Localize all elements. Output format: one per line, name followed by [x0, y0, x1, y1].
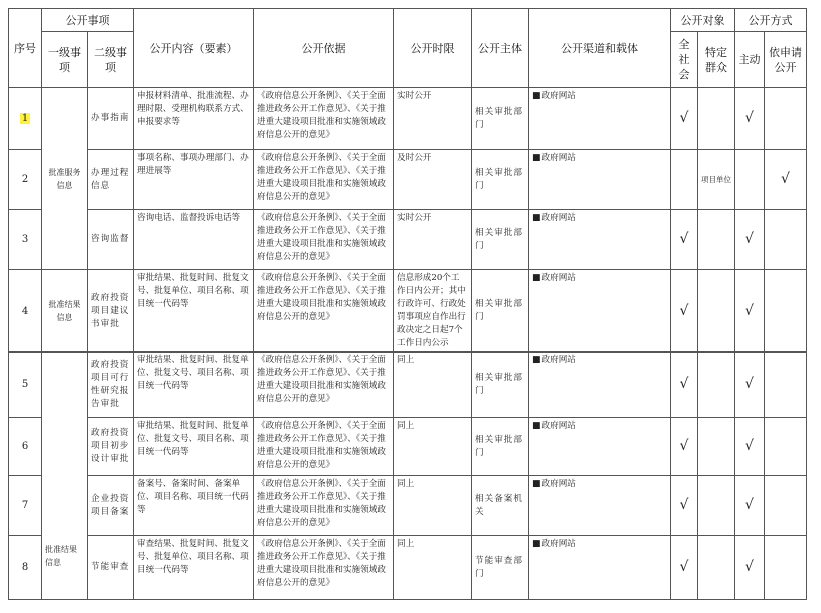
header-time-limit: 公开时限 — [394, 9, 472, 88]
level2-item: 企业投资项目备案 — [88, 476, 134, 536]
table-row — [9, 270, 807, 353]
table-row — [9, 476, 807, 536]
check-request — [765, 418, 807, 476]
time-limit-cell: 信息形成20个工作日内公开；其中行政许可、行政处罚事项应自作出行政决定之日起7个工作日内公示 — [394, 270, 472, 353]
row-number: 4 — [9, 270, 42, 353]
header-on-request: 依申请公开 — [765, 32, 807, 88]
check-specific — [698, 476, 735, 536]
check-all-society: √ — [671, 210, 698, 270]
channel-cell: ■ 政府网站 — [529, 352, 671, 418]
channel-cell: ■ 政府网站 — [529, 270, 671, 353]
header-level1: 一级事项 — [42, 32, 88, 88]
row-number: 2 — [9, 150, 42, 210]
time-limit-cell: 实时公开 — [394, 210, 472, 270]
check-active: √ — [735, 88, 765, 150]
channel-cell: ■ 政府网站 — [529, 150, 671, 210]
check-all-society: √ — [671, 352, 698, 418]
table-row — [9, 210, 807, 270]
header-content: 公开内容（要素） — [134, 9, 254, 88]
table-row — [9, 352, 807, 418]
header-specific-group: 特定群众 — [698, 32, 735, 88]
content-cell: 审批结果、批复时间、批复单位、批复文号、项目名称、项目统一代码等 — [134, 352, 254, 418]
level1-result-info: 批准结果信息 — [42, 270, 88, 353]
check-active: √ — [735, 210, 765, 270]
channel-cell: ■ 政府网站 — [529, 418, 671, 476]
table-row — [9, 150, 807, 210]
row-number: 8 — [9, 536, 42, 600]
check-request — [765, 210, 807, 270]
basis-cell: 《政府信息公开条例》、《关于全面推进政务公开工作意见》、《关于推进重大建设项目批准和实施领域政府信息公开的意见》 — [254, 88, 394, 150]
check-active: √ — [735, 476, 765, 536]
check-active: √ — [735, 270, 765, 353]
subject-cell: 相关审批部门 — [472, 270, 529, 353]
level1-service-info: 批准服务信息 — [42, 88, 88, 270]
basis-cell: 《政府信息公开条例》、《关于全面推进政务公开工作意见》、《关于推进重大建设项目批准和实施领域政府信息公开的意见》 — [254, 536, 394, 600]
channel-cell: ■ 政府网站 — [529, 536, 671, 600]
specific-group-cell: 项目单位 — [698, 150, 735, 210]
level2-item: 政府投资项目初步设计审批 — [88, 418, 134, 476]
level2-item: 节能审查 — [88, 536, 134, 600]
subject-cell: 相关审批部门 — [472, 150, 529, 210]
subject-cell: 相关审批部门 — [472, 210, 529, 270]
check-all-society — [671, 150, 698, 210]
table-row — [9, 418, 807, 476]
level1-result-info: 批准结果信息 — [42, 352, 88, 600]
check-specific — [698, 88, 735, 150]
basis-cell: 《政府信息公开条例》、《关于全面推进政务公开工作意见》、《关于推进重大建设项目批准和实施领域政府信息公开的意见》 — [254, 418, 394, 476]
check-all-society: √ — [671, 476, 698, 536]
content-cell: 咨询电话、监督投诉电话等 — [134, 210, 254, 270]
level2-item: 咨询监督 — [88, 210, 134, 270]
check-active: √ — [735, 352, 765, 418]
header-basis: 公开依据 — [254, 9, 394, 88]
basis-cell: 《政府信息公开条例》、《关于全面推进政务公开工作意见》、《关于推进重大建设项目批准和实施领域政府信息公开的意见》 — [254, 352, 394, 418]
time-limit-cell: 同上 — [394, 476, 472, 536]
time-limit-cell: 及时公开 — [394, 150, 472, 210]
header-level2: 二级事项 — [88, 32, 134, 88]
time-limit-cell: 同上 — [394, 536, 472, 600]
check-all-society: √ — [671, 270, 698, 353]
disclosure-table-bottom — [8, 351, 807, 600]
header-channel: 公开渠道和载体 — [529, 9, 671, 88]
header-all-society: 全社会 — [671, 32, 698, 88]
check-request — [765, 476, 807, 536]
subject-cell: 相关审批部门 — [472, 352, 529, 418]
check-specific — [698, 270, 735, 353]
check-request — [765, 270, 807, 353]
table-row — [9, 88, 807, 150]
subject-cell: 相关审批部门 — [472, 418, 529, 476]
header-public-items: 公开事项 — [42, 9, 134, 32]
level2-item: 办理过程信息 — [88, 150, 134, 210]
row-number: 6 — [9, 418, 42, 476]
basis-cell: 《政府信息公开条例》、《关于全面推进政务公开工作意见》、《关于推进重大建设项目批准和实施领域政府信息公开的意见》 — [254, 270, 394, 353]
channel-cell: ■ 政府网站 — [529, 476, 671, 536]
check-specific — [698, 418, 735, 476]
channel-cell: ■ 政府网站 — [529, 210, 671, 270]
content-cell: 事项名称、事项办理部门、办理进展等 — [134, 150, 254, 210]
check-all-society: √ — [671, 418, 698, 476]
channel-cell: ■ 政府网站 — [529, 88, 671, 150]
content-cell: 审批结果、批复时间、批复单位、批复文号、项目名称、项目统一代码等 — [134, 418, 254, 476]
row-number: 7 — [9, 476, 42, 536]
table-row — [9, 536, 807, 600]
content-cell: 申报材料清单、批准流程、办理时限、受理机构联系方式、申报要求等 — [134, 88, 254, 150]
subject-cell: 相关审批部门 — [472, 88, 529, 150]
content-cell: 审查结果、批复时间、批复文号、批复单位、项目名称、项目统一代码等 — [134, 536, 254, 600]
check-request — [765, 536, 807, 600]
check-specific — [698, 210, 735, 270]
subject-cell: 节能审查部门 — [472, 536, 529, 600]
content-cell: 审批结果、批复时间、批复文号、批复单位、项目名称、项目统一代码等 — [134, 270, 254, 353]
level2-item: 政府投资项目可行性研究报告审批 — [88, 352, 134, 418]
subject-cell: 相关备案机关 — [472, 476, 529, 536]
header-subject: 公开主体 — [472, 9, 529, 88]
check-request — [765, 352, 807, 418]
check-specific — [698, 352, 735, 418]
check-all-society: √ — [671, 536, 698, 600]
check-active: √ — [735, 418, 765, 476]
level2-item: 办事指南 — [88, 88, 134, 150]
row-number: 3 — [9, 210, 42, 270]
time-limit-cell: 同上 — [394, 418, 472, 476]
time-limit-cell: 同上 — [394, 352, 472, 418]
check-request — [765, 88, 807, 150]
basis-cell: 《政府信息公开条例》、《关于全面推进政务公开工作意见》、《关于推进重大建设项目批准和实施领域政府信息公开的意见》 — [254, 210, 394, 270]
header-public-target: 公开对象 — [671, 9, 735, 32]
check-specific — [698, 536, 735, 600]
check-active — [735, 150, 765, 210]
basis-cell: 《政府信息公开条例》、《关于全面推进政务公开工作意见》、《关于推进重大建设项目批准和实施领域政府信息公开的意见》 — [254, 476, 394, 536]
check-all-society: √ — [671, 88, 698, 150]
header-public-method: 公开方式 — [735, 9, 807, 32]
content-cell: 备案号、备案时间、备案单位、项目名称、项目统一代码等 — [134, 476, 254, 536]
row-number: 5 — [9, 352, 42, 418]
header-seq: 序号 — [9, 9, 42, 88]
level2-item: 政府投资项目建议书审批 — [88, 270, 134, 353]
time-limit-cell: 实时公开 — [394, 88, 472, 150]
basis-cell: 《政府信息公开条例》、《关于全面推进政务公开工作意见》、《关于推进重大建设项目批准和实施领域政府信息公开的意见》 — [254, 150, 394, 210]
check-request: √ — [765, 150, 807, 210]
disclosure-table-top — [8, 8, 807, 353]
header-active: 主动 — [735, 32, 765, 88]
row-number: 1 — [9, 88, 42, 150]
check-active: √ — [735, 536, 765, 600]
